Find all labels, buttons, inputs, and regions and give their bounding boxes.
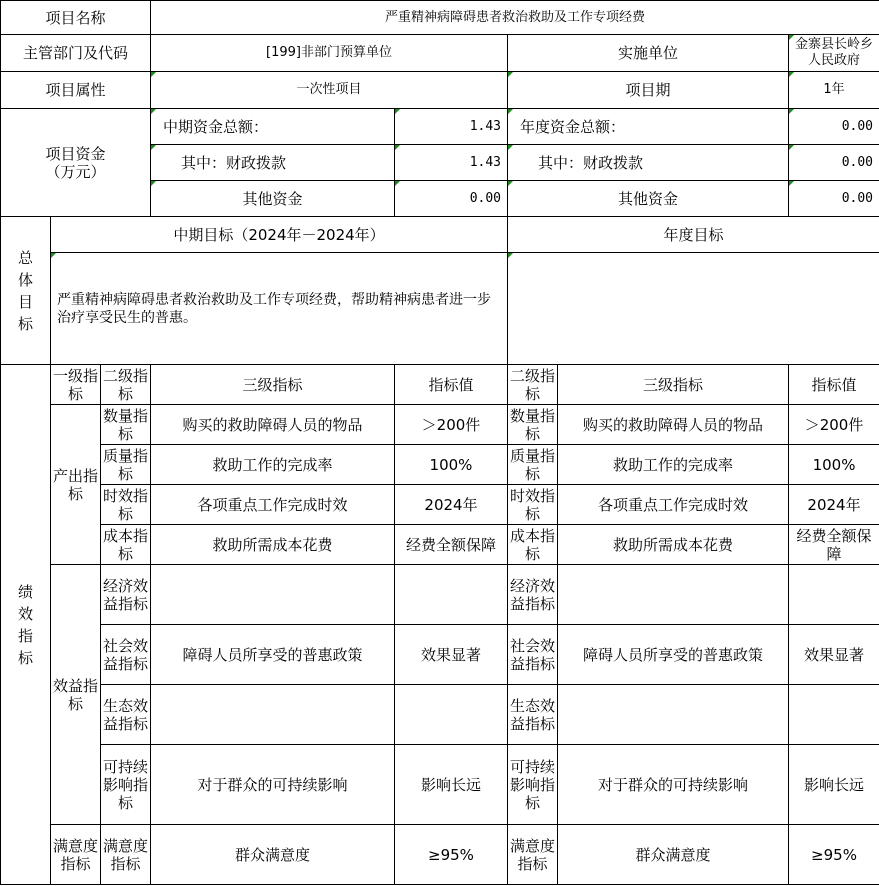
head-value-right: 指标值: [789, 365, 879, 405]
row-l2-right: 满意度指标: [508, 825, 558, 885]
period-label: 项目期: [508, 72, 789, 109]
row-value-right: 效果显著: [789, 625, 879, 685]
row-l3: 对于群众的可持续影响: [151, 745, 395, 825]
row-l2: 质量指标: [101, 445, 151, 485]
row-value: 2024年: [395, 485, 508, 525]
row-value-right: [789, 685, 879, 745]
dept-value: [199]非部门预算单位: [151, 35, 508, 72]
row-l3-right: 救助工作的完成率: [558, 445, 789, 485]
row-l2-right: 可持续影响指标: [508, 745, 558, 825]
row-l3: 救助工作的完成率: [151, 445, 395, 485]
row-l3: 各项重点工作完成时效: [151, 485, 395, 525]
row-value: 影响长远: [395, 745, 508, 825]
annual-total-value: 0.00: [789, 109, 879, 145]
row-value-right: 100%: [789, 445, 879, 485]
mid-total-label: 中期资金总额：: [151, 109, 395, 145]
output-indicators-label: 产出指标: [51, 405, 101, 565]
row-value-right: ＞200件: [789, 405, 879, 445]
benefit-indicators-label: 效益指标: [51, 565, 101, 825]
row-l2-right: 生态效益指标: [508, 685, 558, 745]
row-value-right: 影响长远: [789, 745, 879, 825]
row-l3-right: [558, 685, 789, 745]
project-name-value: 严重精神病障碍患者救治救助及工作专项经费: [151, 1, 879, 35]
row-l3: 障碍人员所享受的普惠政策: [151, 625, 395, 685]
mid-fiscal-value: 1.43: [395, 145, 508, 181]
annual-goal-text: [508, 253, 879, 365]
row-l3-right: 障碍人员所享受的普惠政策: [558, 625, 789, 685]
mid-total-value: 1.43: [395, 109, 508, 145]
row-value: 经费全额保障: [395, 525, 508, 565]
row-l2: 生态效益指标: [101, 685, 151, 745]
head-value: 指标值: [395, 365, 508, 405]
impl-unit-value: 金寨县长岭乡人民政府: [789, 35, 879, 72]
row-l3: [151, 565, 395, 625]
row-l2: 时效指标: [101, 485, 151, 525]
row-l3: [151, 685, 395, 745]
mid-fiscal-label: 其中：财政拨款: [151, 145, 395, 181]
perf-label: [1, 365, 51, 885]
row-l2-right: 时效指标: [508, 485, 558, 525]
impl-unit-label: 实施单位: [508, 35, 789, 72]
row-l2: 满意度指标: [101, 825, 151, 885]
row-l2-right: 质量指标: [508, 445, 558, 485]
row-value: [395, 565, 508, 625]
mid-goal-text: 严重精神病障碍患者救治救助及工作专项经费，帮助精神病患者进一步治疗享受民生的普惠。: [51, 253, 508, 365]
head-level1: 一级指标: [51, 365, 101, 405]
annual-other-value: 0.00: [789, 181, 879, 217]
row-l3: 群众满意度: [151, 825, 395, 885]
row-l3-right: 购买的救助障碍人员的物品: [558, 405, 789, 445]
mid-goal-label: 中期目标（2024年－2024年）: [51, 217, 508, 253]
head-level2-right: 二级指标: [508, 365, 558, 405]
attr-value: 一次性项目: [151, 72, 508, 109]
perf-label-text: 绩效指标: [17, 582, 33, 667]
row-value-right: 经费全额保障: [789, 525, 879, 565]
row-value: [395, 685, 508, 745]
mid-other-value: 0.00: [395, 181, 508, 217]
row-l3-right: 救助所需成本花费: [558, 525, 789, 565]
dept-label: 主管部门及代码: [1, 35, 151, 72]
attr-label: 项目属性: [1, 72, 151, 109]
annual-goal-label: 年度目标: [508, 217, 879, 253]
annual-fiscal-value: 0.00: [789, 145, 879, 181]
mid-other-label: 其他资金: [151, 181, 395, 217]
annual-fiscal-label: 其中：财政拨款: [508, 145, 789, 181]
row-l3-right: [558, 565, 789, 625]
row-l2-right: 社会效益指标: [508, 625, 558, 685]
row-value-right: [789, 565, 879, 625]
row-l2: 数量指标: [101, 405, 151, 445]
satisfaction-indicators-label: 满意度指标: [51, 825, 101, 885]
project-name-label: 项目名称: [1, 1, 151, 35]
period-value: 1年: [789, 72, 879, 109]
annual-other-label: 其他资金: [508, 181, 789, 217]
row-value: ＞200件: [395, 405, 508, 445]
row-value-right: ≥95%: [789, 825, 879, 885]
annual-total-label: 年度资金总额：: [508, 109, 789, 145]
row-l3-right: 群众满意度: [558, 825, 789, 885]
row-l2: 经济效益指标: [101, 565, 151, 625]
head-level3-right: 三级指标: [558, 365, 789, 405]
row-l2: 可持续影响指标: [101, 745, 151, 825]
row-l2: 社会效益指标: [101, 625, 151, 685]
row-l3: 购买的救助障碍人员的物品: [151, 405, 395, 445]
row-l2-right: 经济效益指标: [508, 565, 558, 625]
row-l3-right: 对于群众的可持续影响: [558, 745, 789, 825]
head-level3: 三级指标: [151, 365, 395, 405]
overall-goals-label-text: 总体目标: [17, 248, 33, 333]
row-l2-right: 成本指标: [508, 525, 558, 565]
overall-goals-label: [1, 217, 51, 365]
row-value: 效果显著: [395, 625, 508, 685]
row-value-right: 2024年: [789, 485, 879, 525]
row-l3: 救助所需成本花费: [151, 525, 395, 565]
funds-label: 项目资金（万元）: [1, 109, 151, 217]
row-l3-right: 各项重点工作完成时效: [558, 485, 789, 525]
row-value: 100%: [395, 445, 508, 485]
row-l2: 成本指标: [101, 525, 151, 565]
head-level2: 二级指标: [101, 365, 151, 405]
row-value: ≥95%: [395, 825, 508, 885]
row-l2-right: 数量指标: [508, 405, 558, 445]
